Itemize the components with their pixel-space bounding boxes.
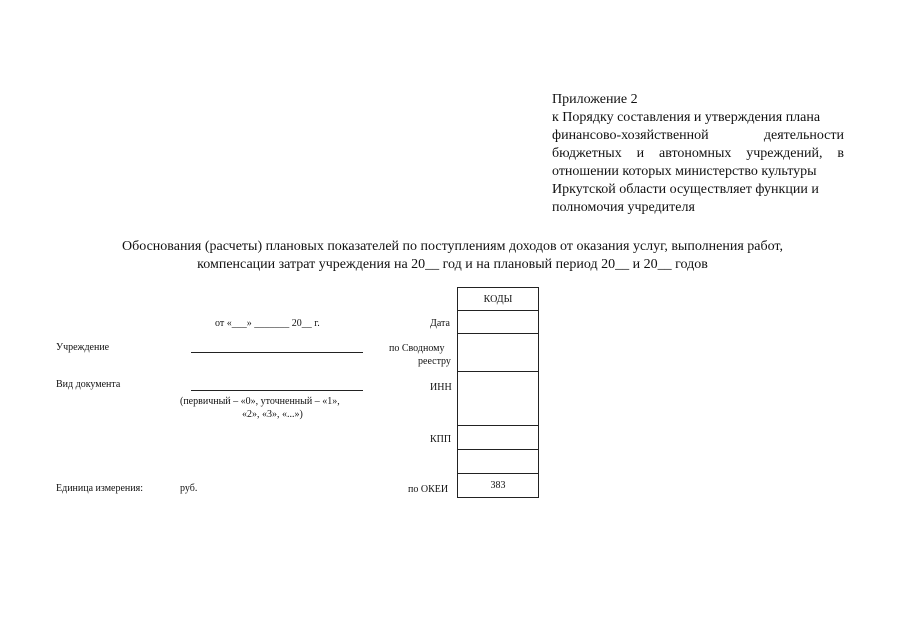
blank-code-cell[interactable]: [458, 450, 539, 474]
date-code-cell[interactable]: [458, 311, 539, 334]
appendix-line: отношении которых министерство культуры: [552, 164, 817, 179]
appendix-block: [552, 91, 844, 217]
unit-label: Единица измерения:: [56, 483, 143, 494]
appendix-line: бюджетных и автономных учреждений, в: [552, 146, 844, 161]
appendix-line: Иркутской области осуществляет функции и: [552, 182, 819, 197]
doc-type-hint-2: «2», «3», «...»): [242, 409, 303, 420]
doc-type-hint-1: (первичный – «0», уточненный – «1»,: [180, 396, 340, 407]
codes-table: [457, 287, 539, 498]
appendix-line: финансово-хозяйственной деятельности: [552, 128, 844, 143]
doc-type-label: Вид документа: [56, 379, 121, 390]
document-title: [40, 238, 865, 274]
appendix-line: полномочия учредителя: [552, 200, 695, 215]
date-line: от «___» _______ 20__ г.: [215, 318, 320, 329]
registry-label-1: по Сводному: [389, 343, 445, 354]
title-line-2: компенсации затрат учреждения на 20__ год и на плановый период 20__ и 20__ годов: [197, 257, 708, 272]
inn-label: ИНН: [430, 382, 452, 393]
inn-code-cell[interactable]: [458, 372, 539, 426]
registry-label-2: реестру: [418, 356, 451, 367]
doc-type-underline[interactable]: [191, 390, 363, 391]
registry-code-cell[interactable]: [458, 334, 539, 372]
institution-underline[interactable]: [191, 352, 363, 353]
okei-label: по ОКЕИ: [408, 484, 449, 495]
appendix-line: к Порядку составления и утверждения плана: [552, 110, 821, 125]
unit-value: руб.: [180, 483, 198, 494]
date-label: Дата: [430, 318, 450, 329]
kpp-code-cell[interactable]: [458, 426, 539, 450]
codes-header: КОДЫ: [458, 288, 539, 311]
title-line-1: Обоснования (расчеты) плановых показателей по поступлениям доходов от оказания услуг, выполнения работ,: [122, 239, 783, 254]
appendix-line: Приложение 2: [552, 92, 638, 107]
institution-label: Учреждение: [56, 342, 110, 353]
kpp-label: КПП: [430, 434, 452, 445]
okei-code-cell[interactable]: 383: [458, 474, 539, 498]
